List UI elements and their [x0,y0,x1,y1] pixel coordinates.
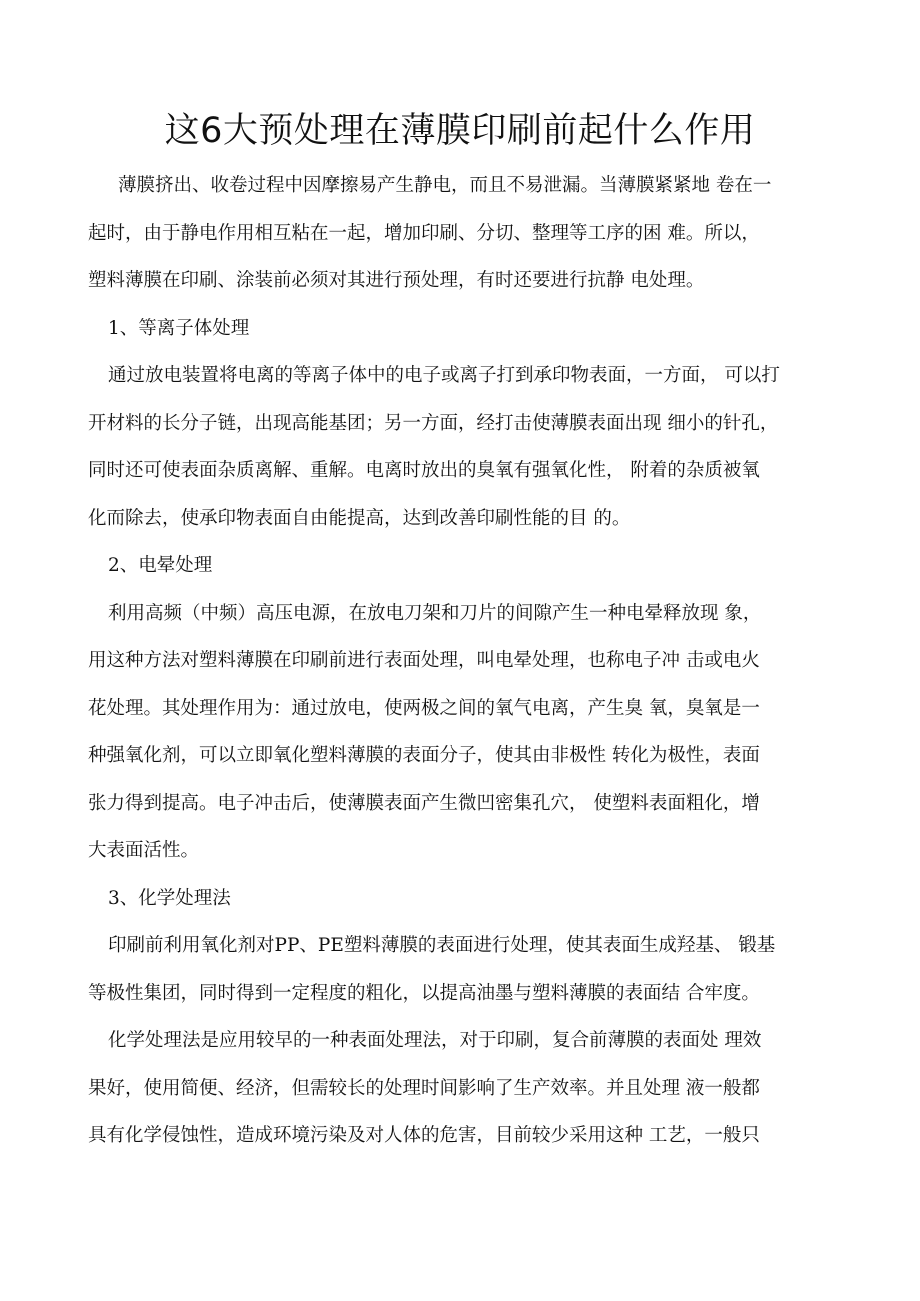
paragraph-line: 花处理。其处理作用为：通过放电，使两极之间的氧气电离，产生臭 氧，臭氧是一 [88,697,760,719]
paragraph-line: 开材料的长分子链，出现高能基团；另一方面，经打击使薄膜表面出现 细小的针孔， [88,412,779,434]
paragraph-line: 薄膜挤出、收卷过程中因摩擦易产生静电，而且不易泄漏。当薄膜紧紧地 卷在一 [118,175,772,196]
paragraph-line: 果好，使用简便、经济，但需较长的处理时间影响了生产效率。并且处理 液一般都 [88,1077,760,1099]
paragraph-line: 大表面活性。 [88,840,200,861]
paragraph-line: 起时，由于静电作用相互粘在一起，增加印刷、分切、整理等工序的困 难。所以， [88,222,760,244]
document-body [88,162,828,1160]
paragraph-line: 塑料薄膜在印刷、涂装前必须对其进行预处理，有时还要进行抗静 电处理。 [88,270,705,291]
paragraph-line: 化学处理法是应用较早的一种表面处理法，对于印刷，复合前薄膜的表面处 理效 [108,1030,762,1051]
paragraph-line: 具有化学侵蚀性，造成环境污染及对人体的危害，目前较少采用这种 工艺，一般只 [88,1125,760,1146]
document-title: 这6大预处理在薄膜印刷前起什么作用 [164,111,756,151]
paragraph-line: 等极性集团，同时得到一定程度的粗化，以提高油墨与塑料薄膜的表面结 合牢度。 [88,982,760,1004]
paragraph-line: 利用高频（中频）高压电源，在放电刀架和刀片的间隙产生一种电晕释放现 象， [108,602,762,624]
paragraph-line: 张力得到提高。电子冲击后，使薄膜表面产生微凹密集孔穴， 使塑料表面粗化，增 [88,792,760,814]
section-heading: 2、电晕处理 [108,555,213,576]
paragraph-line: 种强氧化剂，可以立即氧化塑料薄膜的表面分子，使其由非极性 转化为极性，表面 [88,745,760,766]
paragraph-line: 化而除去，使承印物表面自由能提高，达到改善印刷性能的目 的。 [88,507,631,529]
paragraph-line: 同时还可使表面杂质离解、重解。电离时放出的臭氧有强氧化性， 附着的杂质被氧 [88,460,760,481]
section-heading: 3、化学处理法 [108,887,231,909]
paragraph-line: 印刷前利用氧化剂对PP、PE塑料薄膜的表面进行处理，使其表面生成羟基、 锻基 [108,935,776,956]
section-heading: 1、等离子体处理 [108,317,250,339]
paragraph-line: 通过放电装置将电离的等离子体中的电子或离子打到承印物表面，一方面， 可以打 [108,365,780,386]
paragraph-line: 用这种方法对塑料薄膜在印刷前进行表面处理，叫电晕处理，也称电子冲 击或电火 [88,650,760,671]
